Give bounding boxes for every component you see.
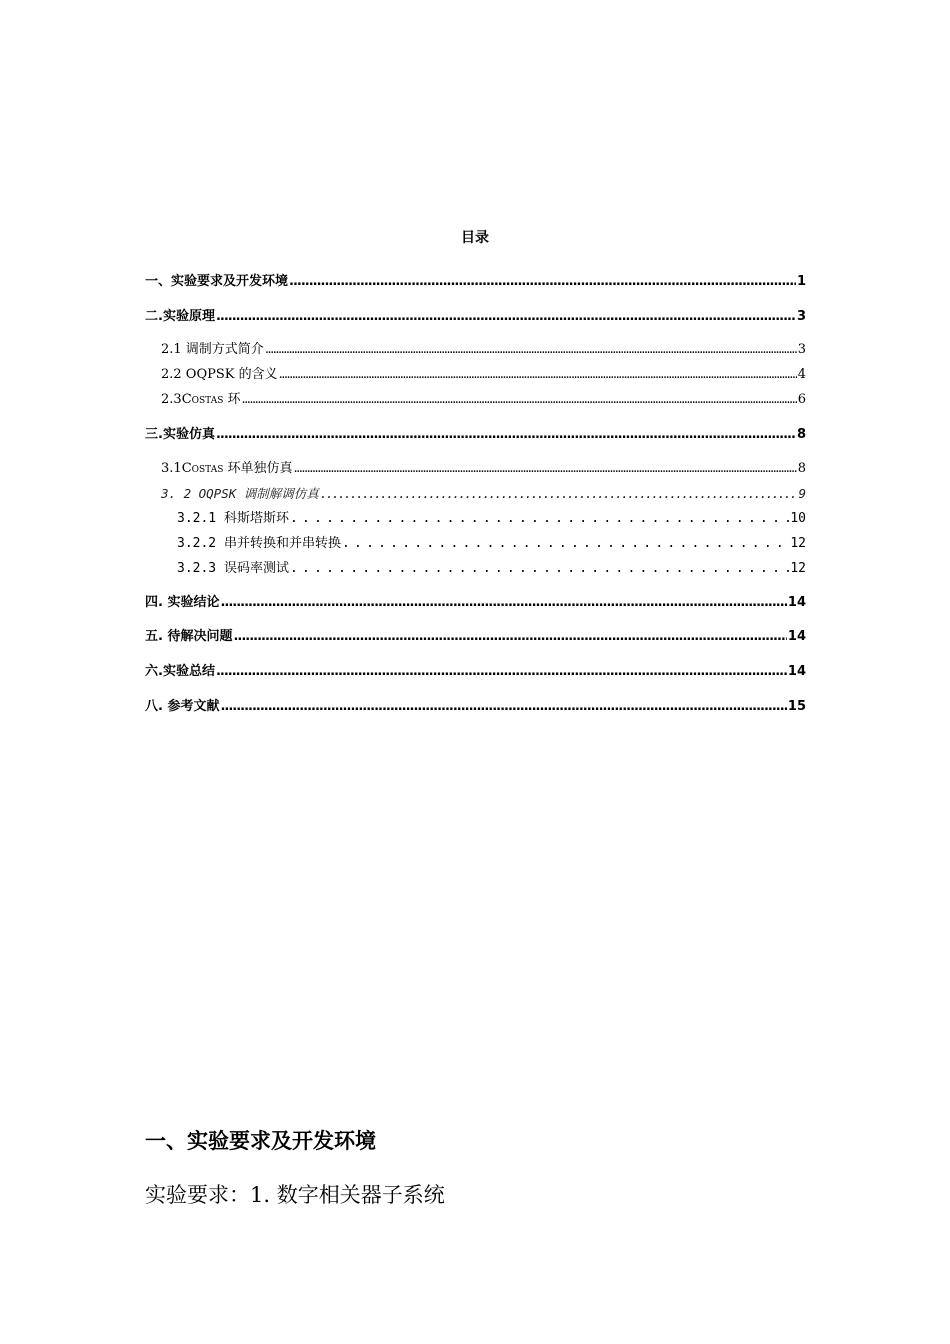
toc-entry-label: 3.1Costas 环单独仿真 [161, 461, 293, 476]
toc-leader-dots [294, 460, 797, 478]
toc-entry-page: 12 [790, 536, 806, 551]
toc-entry-label: 3.2.2 串并转换和并串转换 [177, 536, 341, 551]
toc-entry-label: 三.实验仿真 [145, 427, 215, 442]
toc-leader-dots [289, 273, 796, 291]
toc-leader-dots [290, 510, 789, 528]
toc-entry-page: 6 [797, 392, 806, 407]
toc-entry-3-2-1[interactable] [177, 510, 806, 528]
toc-entry-3-2-2[interactable] [177, 535, 806, 553]
toc-entry-page: 3 [797, 342, 806, 357]
toc-entry-2-1[interactable] [161, 341, 806, 359]
toc-leader-dots [342, 535, 789, 553]
toc-entry-page: 4 [797, 367, 806, 382]
toc-entry-label: 3.2.3 误码率测试 [177, 561, 289, 576]
toc-leader-dots [242, 391, 797, 409]
toc-entry-label: 2.1 调制方式简介 [161, 342, 264, 357]
toc-entry-label: 2.3Costas 环 [161, 392, 241, 407]
toc-entry-3-2[interactable] [161, 485, 806, 503]
toc-entry-label: 五. 待解决问题 [145, 629, 233, 644]
toc-entry-label: 3.2.1 科斯塔斯环 [177, 511, 289, 526]
toc-entry-page: 12 [790, 561, 806, 576]
toc-leader-dots [216, 308, 796, 326]
toc-entry-page: 14 [787, 664, 806, 679]
toc-entry-page: 9 [798, 486, 806, 501]
toc-entry-8[interactable] [145, 698, 806, 716]
toc-leader-dots [265, 341, 797, 359]
toc-entry-3-2-3[interactable] [177, 560, 806, 578]
toc-entry-2[interactable] [145, 308, 806, 326]
toc-entry-page: 15 [787, 699, 806, 714]
toc-entry-1[interactable] [145, 273, 806, 291]
toc-entry-page: 10 [790, 511, 806, 526]
section-heading: 一、实验要求及开发环境 [145, 1129, 376, 1153]
toc-leader-dots [220, 594, 786, 612]
toc-leader-dots [290, 560, 789, 578]
toc-entry-label: 四. 实验结论 [145, 595, 220, 610]
toc-leader-dots [233, 628, 786, 646]
toc-entry-2-3[interactable] [161, 391, 806, 409]
toc-entry-6[interactable] [145, 663, 806, 681]
toc-entry-page: 14 [787, 595, 806, 610]
toc-entry-label: 六.实验总结 [145, 664, 215, 679]
toc-entry-5[interactable] [145, 628, 806, 646]
toc-entry-3[interactable] [145, 426, 806, 444]
toc-entry-page: 8 [797, 461, 806, 476]
toc-entry-label: 2.2 OQPSK 的含义 [161, 367, 278, 382]
toc-leader-dots [216, 426, 796, 444]
toc-entry-page: 3 [796, 309, 806, 324]
body-paragraph: 实验要求：1. 数字相关器子系统 [145, 1183, 445, 1207]
toc-leader-dots [216, 663, 787, 681]
toc-entry-label: 八. 参考文献 [145, 699, 220, 714]
toc-entry-3-1[interactable] [161, 460, 806, 478]
toc-leader-dots [279, 366, 797, 384]
toc-entry-label: 二.实验原理 [145, 309, 215, 324]
toc-entry-4[interactable] [145, 594, 806, 612]
toc-entry-page: 14 [787, 629, 806, 644]
toc-entry-label: 3. 2 OQPSK 调制解调仿真 [161, 486, 319, 501]
toc-entry-page: 8 [796, 427, 806, 442]
toc-entry-label: 一、实验要求及开发环境 [145, 274, 289, 289]
toc-leader-dots [220, 698, 786, 716]
toc-entry-2-2[interactable] [161, 366, 806, 384]
toc-title: 目录 [461, 230, 489, 246]
toc-leader-dots [320, 485, 798, 503]
toc-entry-page: 1 [796, 274, 806, 289]
